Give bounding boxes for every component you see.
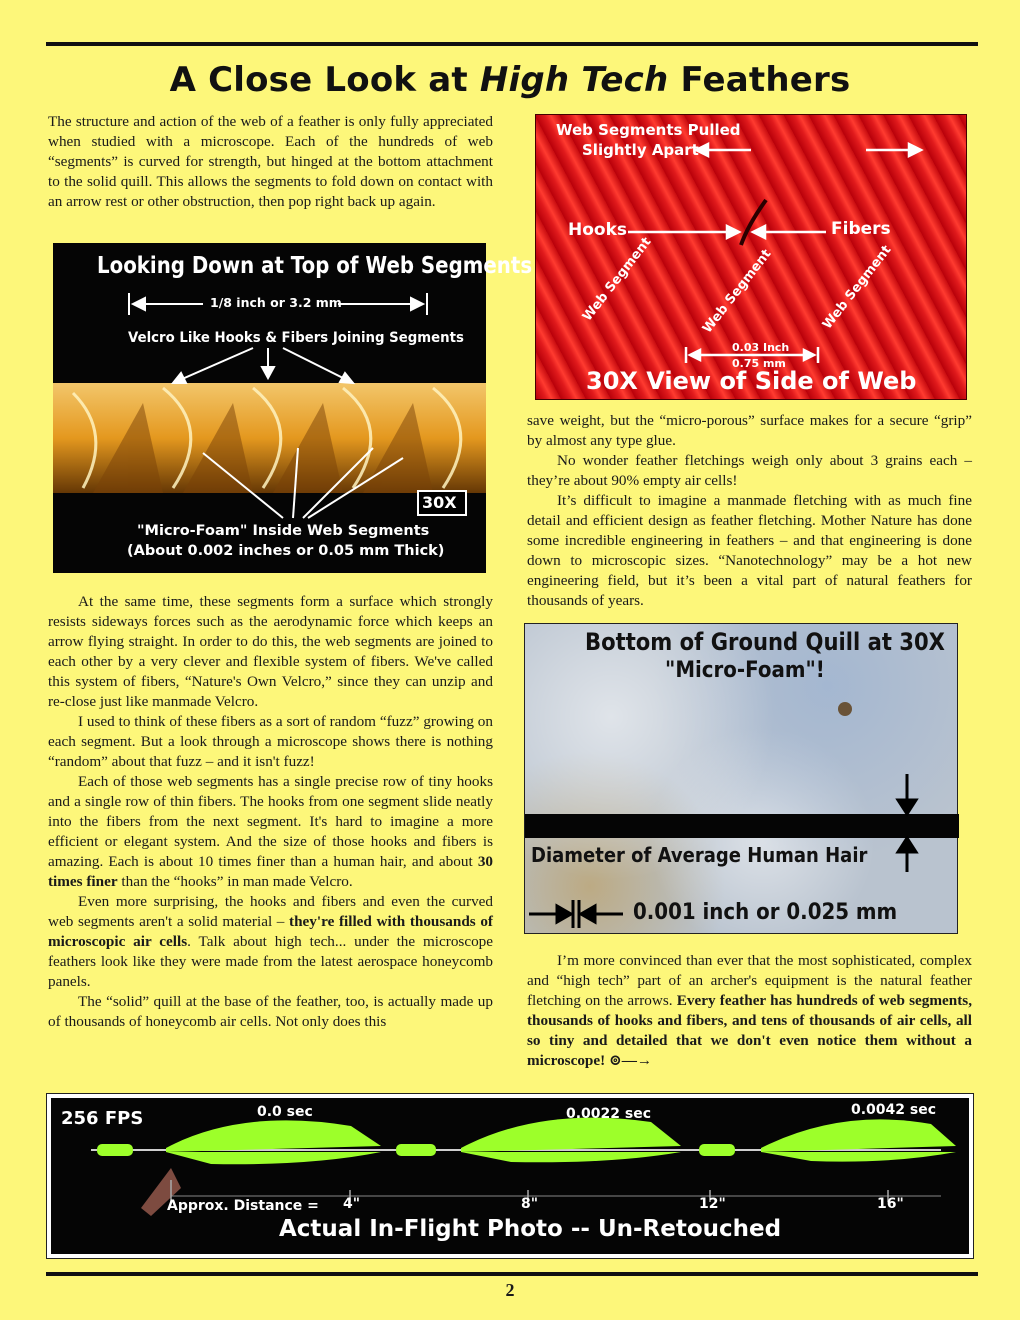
- flight-time-1: 0.0 sec: [257, 1104, 313, 1120]
- flight-fps: 256 FPS: [61, 1108, 144, 1129]
- page-title: A Close Look at High Tech Feathers: [169, 60, 851, 100]
- top-rule: [46, 42, 978, 46]
- photo1-thickness-label: (About 0.002 inches or 0.05 mm Thick): [127, 543, 445, 559]
- flight-distance-label: Approx. Distance =: [167, 1198, 319, 1214]
- paragraph-air-cells: Even more surprising, the hooks and fibers and even the curved web segments aren't a solid material – they're filled with thousands of microscopic air cells. Talk about high tech... under the microscope feathers look like they were made from the latest aerospace honeycomb panels.: [48, 893, 493, 990]
- photo3-title: Bottom of Ground Quill at 30X: [585, 628, 945, 656]
- photo2-dim-label-1: 0.03 Inch: [732, 341, 790, 354]
- flight-distance-2: 8": [521, 1196, 539, 1212]
- paragraph-fuzz: I used to think of these fibers as a sort of random “fuzz” growing on each segment. But a look through a microscope shows there is nothing “random” about that fuzz – and it isn't fuzz!: [48, 713, 493, 770]
- photo2-dim-label-2: 0.75 mm: [732, 357, 786, 370]
- paragraph-conclusion: I’m more convinced than ever that the most sophisticated, complex and “high tech” part of an archer's equipment is the natural feather fletching on the arrows. Every feather has hundreds of web segments, thousands of hooks and fibers, and tens of thousands of air cells, all so tiny and detailed that we don't even notice them without a microscope! ⊚—→: [527, 952, 972, 1069]
- page-number: 2: [505, 1280, 515, 1300]
- photo3-subtitle: "Micro-Foam"!: [665, 658, 825, 683]
- left-body: [48, 592, 493, 1032]
- photo1-foam-label: "Micro-Foam" Inside Web Segments: [137, 523, 430, 539]
- paragraph-glue-grip: save weight, but the “micro-porous” surface makes for a secure “grip” by almost any type glue.: [527, 412, 972, 449]
- paragraph-sideways-forces: At the same time, these segments form a surface which strongly resists sideways forces such as the aerodynamic force which keeps an arrow flying straight. In order to do this, the web segments are joined to each other by a very clever and flexible system of fibers. We've called this system of fibers, “Nature's Own Velcro,” since they can unzip and re-close just like manmade Velcro.: [48, 593, 493, 710]
- left-intro: [48, 112, 493, 212]
- flight-distance-3: 12": [699, 1196, 726, 1212]
- photo2-segment-label-1: Web Segment: [580, 234, 655, 325]
- photo1-width-label: 1/8 inch or 3.2 mm: [210, 295, 342, 310]
- intro-paragraph: The structure and action of the web of a feather is only fully appreciated when studied with a microscope. Each of the hundreds of web “segments” is curved for strength, but hinged at the bottom attachment to the solid quill. This allows the segments to fold down on contact with an arrow rest or other obstruction, then pop right back up again.: [48, 113, 493, 210]
- photo-quill-micro-foam: [524, 623, 958, 934]
- photo3-hair-label: Diameter of Average Human Hair: [531, 843, 868, 867]
- arrow-icon: ⊚—→: [608, 1052, 653, 1069]
- photo2-fibers-label: Fibers: [831, 219, 891, 239]
- bottom-rule: [46, 1272, 978, 1276]
- right-closing: [527, 951, 972, 1071]
- photo-side-view-web: [535, 114, 967, 400]
- right-body: [527, 411, 972, 611]
- flight-distance-1: 4": [343, 1196, 361, 1212]
- photo-top-down-segments: [53, 243, 533, 573]
- photo2-pulled-label-2: Slightly Apart: [582, 141, 699, 159]
- flight-strip-inner: [51, 1098, 969, 1254]
- flight-time-2: 0.0022 sec: [566, 1106, 652, 1122]
- photo1-title: Looking Down at Top of Web Segments: [97, 253, 533, 279]
- flight-caption: Actual In-Flight Photo -- Un-Retouched: [279, 1216, 782, 1242]
- paragraph-weight: No wonder feather fletchings weigh only about 3 grains each – they’re about 90% empty air cells!: [527, 452, 972, 489]
- paragraph-nanotechnology: It’s difficult to imagine a manmade fletching with as much fine detail and efficient design as feather fletching. Mother Nature has done some incredible engineering in feathers – and that engineering is done down to microscopic sizes. “Nanotechnology” may be a hot new engineering field, but it’s been a vital part of natural feathers for thousands of years.: [527, 492, 972, 609]
- photo3-measure-label: 0.001 inch or 0.025 mm: [633, 900, 898, 925]
- paragraph-hooks-fibers: Each of those web segments has a single precise row of tiny hooks and a single row of thin fibers. The hooks from one segment slide neatly into the fibers from the next segment. It's hard to imagine a more efficient or elegant system. And the size of those hooks and fibers is amazing. Each is about 10 times finer than a human hair, and about 30 times finer than the “hooks” in man made Velcro.: [48, 773, 493, 890]
- photo2-hooks-label: Hooks: [568, 220, 628, 240]
- paragraph-quill: The “solid” quill at the base of the feather, too, is actually made up of thousands of honeycomb air cells. Not only does this: [48, 993, 493, 1030]
- flight-time-3: 0.0042 sec: [851, 1102, 937, 1118]
- photo2-pulled-label-1: Web Segments Pulled: [556, 121, 741, 139]
- photo2-title: 30X View of Side of Web: [586, 367, 917, 395]
- flight-distance-4: 16": [877, 1196, 904, 1212]
- photo2-segment-label-3: Web Segment: [820, 242, 895, 333]
- photo1-hooks-label: Velcro Like Hooks & Fibers Joining Segments: [128, 330, 464, 346]
- photo-in-flight-strip: [46, 1093, 974, 1259]
- photo2-segment-label-2: Web Segment: [700, 246, 775, 337]
- photo1-magnification: 30X: [422, 493, 457, 512]
